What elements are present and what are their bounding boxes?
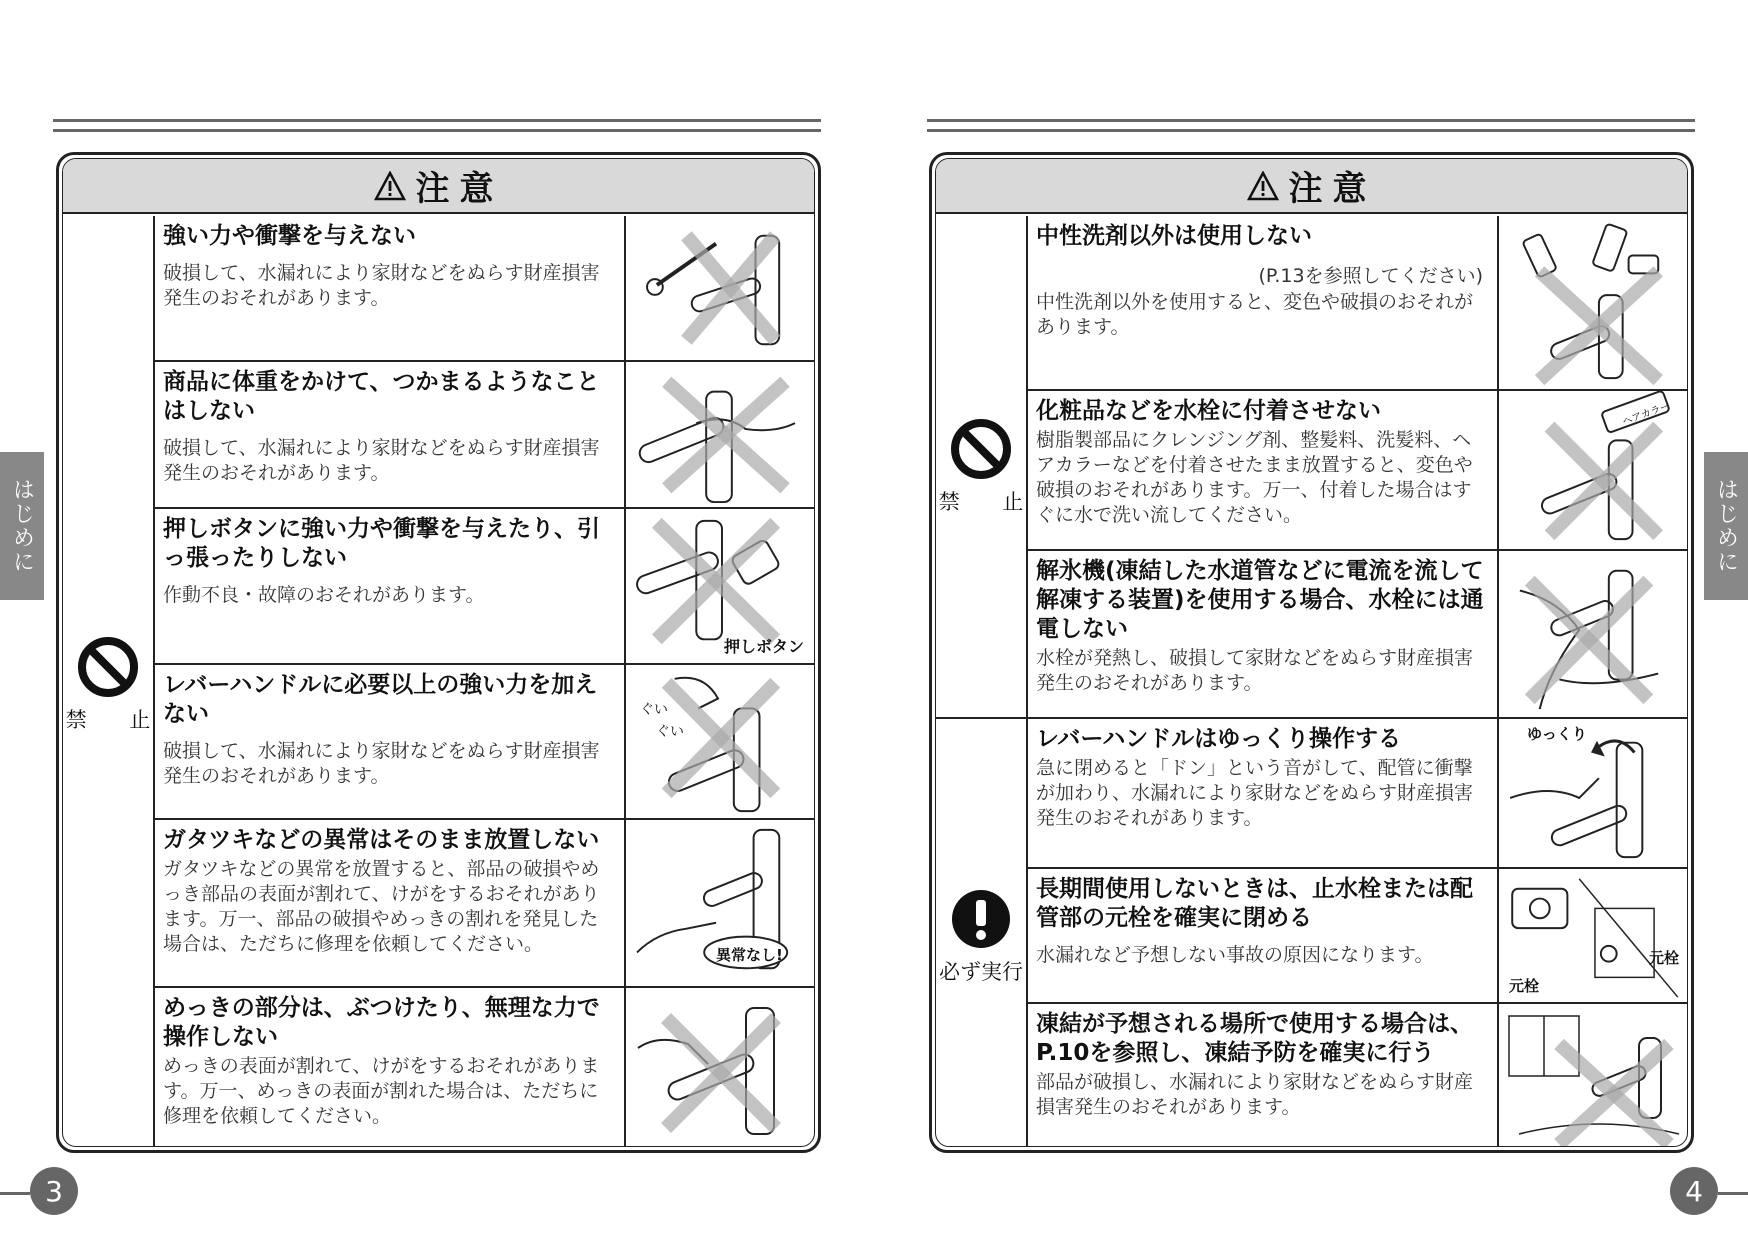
illustration-push-button <box>626 509 814 663</box>
category-label: 禁 止 <box>938 489 1042 514</box>
item-body: 作動不良・故障のおそれがあります。 <box>163 584 485 606</box>
item-body: 部品が破損し、水漏れにより家財などをぬらす財産損害発生のおそれがあります。 <box>1036 1071 1474 1118</box>
item-body: 破損して、水漏れにより家財などをぬらす財産損害発生のおそれがあります。 <box>163 437 600 484</box>
caution-item <box>155 362 814 509</box>
mandatory-icon <box>950 888 1012 950</box>
illustration-cosmetics <box>1499 391 1687 549</box>
item-body: 樹脂製部品にクレンジング剤、整髪料、洗髪料、ヘアカラーなどを付着させたまま放置すると、変色や破損のおそれがあります。万一、付着した場合はすぐに水で洗い流してください。 <box>1036 429 1473 526</box>
item-heading: 強い力や衝撃を与えない <box>163 223 416 249</box>
abnormal-none-label: 異常なし! <box>716 946 783 964</box>
item-heading: レバーハンドルに必要以上の強い力を加えない <box>163 672 598 727</box>
illustration-slow-lever <box>1499 719 1687 867</box>
caution-item <box>155 988 814 1147</box>
item-heading: 商品に体重をかけて、つかまるようなことはしない <box>163 369 600 424</box>
item-heading: 解氷機(凍結した水道管などに電流を流して解凍する装置)を使用する場合、水栓には通電しない <box>1036 558 1484 642</box>
item-heading: 中性洗剤以外は使用しない <box>1036 223 1312 249</box>
page-number-line-right <box>1718 1192 1748 1195</box>
item-body: 水栓が発熱し、破損して家財などをぬらす財産損害発生のおそれがあります。 <box>1036 647 1474 694</box>
item-reference: (P.13を参照してください) <box>1258 265 1483 287</box>
caution-item <box>1028 551 1687 719</box>
category-label: 必ず実行 <box>939 959 1023 984</box>
caution-item <box>1028 1004 1687 1147</box>
page-number-left: 3 <box>30 1167 78 1215</box>
item-heading: 押しボタンに強い力や衝撃を与えたり、引っ張ったりしない <box>163 516 600 571</box>
item-heading: ガタツキなどの異常はそのまま放置しない <box>163 827 600 853</box>
page-number-line-left <box>0 1192 30 1195</box>
item-body: 中性洗剤以外を使用すると、変色や破損のおそれがあります。 <box>1036 291 1474 338</box>
caution-item <box>1028 391 1687 551</box>
caution-item <box>155 665 814 820</box>
right-top-rule <box>927 119 1695 135</box>
illustration-faucet-wrench <box>626 216 814 360</box>
hair-color-label: ヘアカラー <box>1621 400 1672 429</box>
category-prohibited <box>936 216 1042 719</box>
force-label-b: ぐい <box>656 724 684 740</box>
illustration-main-valve <box>1499 869 1687 1002</box>
left-top-rule <box>53 119 821 135</box>
push-button-label: 押しボタン <box>723 637 804 656</box>
prohibition-icon <box>950 418 1012 480</box>
panel-title: 注意 <box>1288 169 1377 209</box>
caution-item <box>1028 216 1687 391</box>
valve-label-a: 元栓 <box>1648 949 1679 967</box>
warning-icon <box>374 171 406 201</box>
item-heading: 化粧品などを水栓に付着させない <box>1036 398 1381 424</box>
illustration-abnormal-check <box>626 820 814 986</box>
item-heading: 長期間使用しないときは、止水栓または配管部の元栓を確実に閉める <box>1036 876 1473 931</box>
valve-label-b: 元栓 <box>1509 977 1540 995</box>
page-number-right: 4 <box>1670 1167 1718 1215</box>
caution-item <box>155 820 814 988</box>
item-heading: めっきの部分は、ぶつけたり、無理な力で操作しない <box>163 995 600 1050</box>
illustration-faucet-hand <box>626 362 814 507</box>
item-heading: レバーハンドルはゆっくり操作する <box>1036 726 1402 752</box>
item-body: 急に閉めると「ドン」という音がして、配管に衝撃が加わり、水漏れにより家財などをぬらす財産損害発生のおそれがあります。 <box>1036 757 1474 829</box>
caution-item <box>155 509 814 665</box>
panel-header <box>63 159 814 214</box>
illustration-thawing-machine <box>1499 551 1687 717</box>
caution-item <box>155 216 814 362</box>
illustration-detergents <box>1499 216 1687 389</box>
category-prohibited <box>63 216 169 1147</box>
illustration-plating <box>626 988 814 1147</box>
category-label: 禁 止 <box>65 708 169 732</box>
illustration-lever-force <box>626 665 814 818</box>
item-body: 水漏れなど予想しない事故の原因になります。 <box>1036 944 1434 966</box>
side-tab-left[interactable]: はじめに <box>0 452 44 600</box>
item-body: 破損して、水漏れにより家財などをぬらす財産損害発生のおそれがあります。 <box>163 740 600 787</box>
force-label-a: ぐい <box>640 702 668 718</box>
panel-header <box>936 159 1687 214</box>
caution-item <box>1028 869 1687 1004</box>
illustration-freeze-prevention <box>1499 1004 1687 1147</box>
item-body: ガタツキなどの異常を放置すると、部品の破損やめっき部品の表面が割れて、けがをするおそれがあります。万一、部品の破損やめっきの割れを発見した場合は、ただちに修理を依頼してください。 <box>163 858 600 955</box>
warning-icon <box>1247 171 1279 201</box>
item-body: 破損して、水漏れにより家財などをぬらす財産損害発生のおそれがあります。 <box>163 262 600 309</box>
caution-item <box>1028 719 1687 869</box>
category-mandatory <box>936 719 1028 1147</box>
side-tab-right[interactable]: はじめに <box>1704 452 1748 600</box>
item-body: めっきの表面が割れて、けがをするおそれがあります。万一、めっきの表面が割れた場合は、ただちに修理を依頼してください。 <box>163 1055 600 1127</box>
slowly-label: ゆっくり <box>1527 725 1587 743</box>
item-heading: 凍結が予想される場所で使用する場合は、P.10を参照し、凍結予防を確実に行う <box>1036 1011 1473 1066</box>
caution-panel-left <box>56 152 821 1153</box>
panel-title: 注意 <box>415 169 504 209</box>
prohibition-icon <box>77 636 139 698</box>
caution-panel-right <box>929 152 1694 1153</box>
